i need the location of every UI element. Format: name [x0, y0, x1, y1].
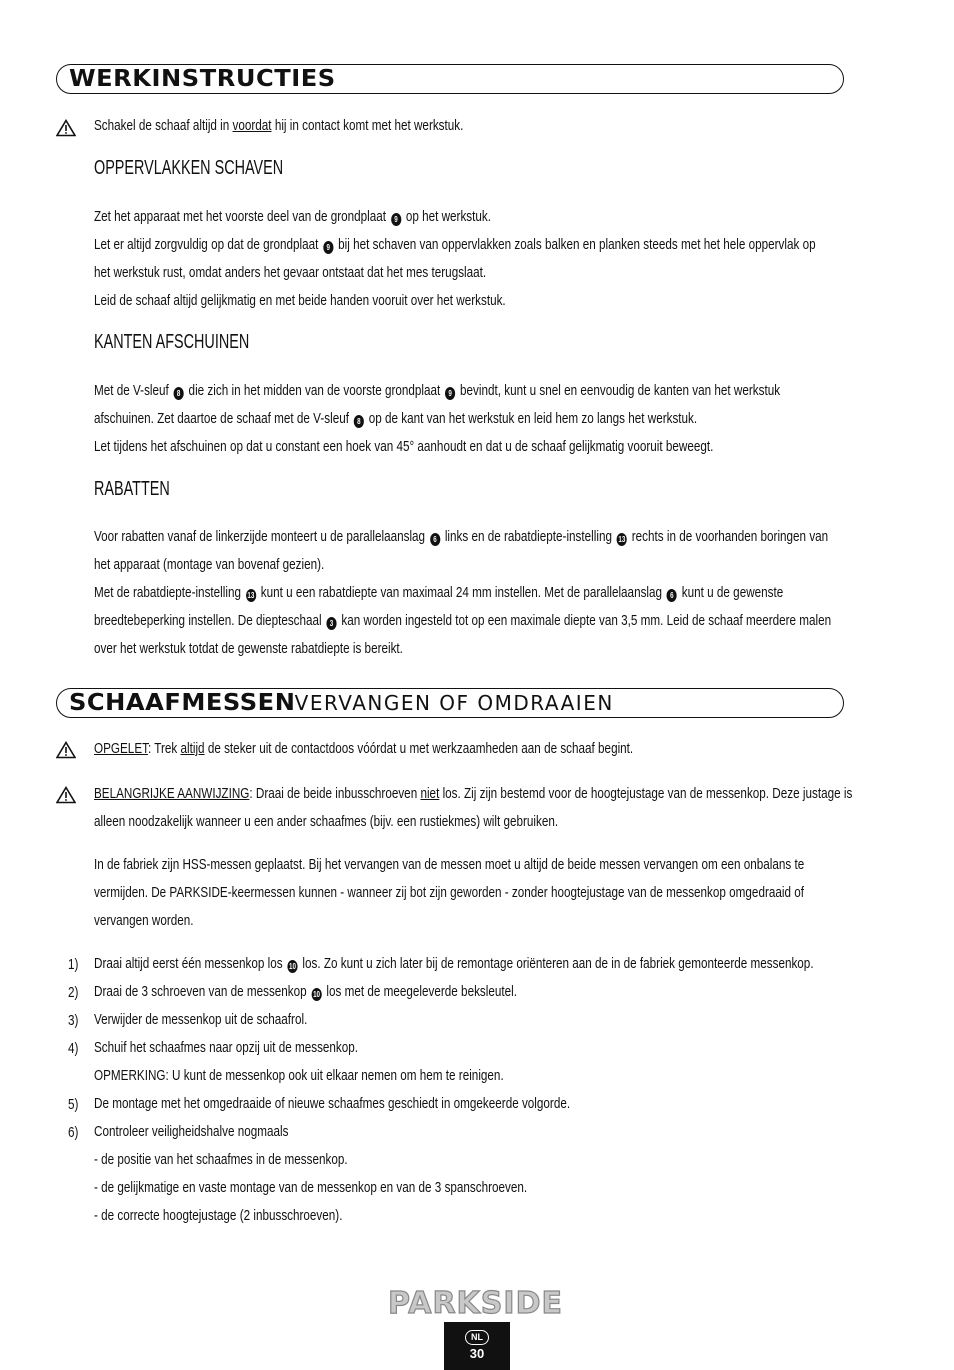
section-header-werkinstructies: [56, 64, 844, 94]
warning-triangle-icon: [56, 119, 76, 137]
ref-number-icon: 8: [354, 415, 364, 428]
ref-number-icon: 6: [430, 533, 440, 546]
paragraph-line: Let tijdens het afschuinen op dat u constant een hoek van 45° aanhoudt en dat u de schaaf gelijkmatig vooruit beweegt.: [94, 438, 714, 455]
step-note: OPMERKING: U kunt de messenkop ook uit elkaar nemen om hem te reinigen.: [94, 1067, 504, 1084]
paragraph-line: Let er altijd zorgvuldig op dat de grondplaat 9 bij het schaven van oppervlakken zoals balken en planken steeds met het hele oppervlak op: [94, 236, 816, 253]
section-title-light: VERVANGEN OF OMDRAAIEN: [294, 691, 614, 715]
ref-number-icon: 9: [445, 387, 455, 400]
paragraph-line: afschuinen. Zet daartoe de schaaf met de V-sleuf 8 op de kant van het werkstuk en leid hem zo langs het werkstuk.: [94, 410, 698, 427]
section-title-strong: SCHAAFMESSEN: [69, 690, 296, 716]
step-subitem: - de gelijkmatige en vaste montage van de messenkop en van de 3 spanschroeven.: [94, 1179, 528, 1196]
paragraph-line: In de fabriek zijn HSS-messen geplaatst. Bij het vervangen van de messen moet u altijd de beide messen vervangen om een onbalans te: [94, 856, 805, 873]
brand-logo: PARKSIDE: [388, 1286, 563, 1321]
ref-number-icon: 13: [247, 591, 255, 600]
step-text: Controleer veiligheidshalve nogmaals: [94, 1123, 289, 1140]
section-title: WERKINSTRUCTIES: [69, 66, 336, 92]
warning-text: Schakel de schaaf altijd in voordat hij in contact komt met het werkstuk.: [94, 117, 464, 134]
language-badge: NL: [465, 1330, 489, 1345]
step-text: Verwijder de messenkop uit de schaafrol.: [94, 1011, 308, 1028]
ref-number-icon: 6: [667, 589, 677, 602]
ref-number-icon: 9: [391, 213, 401, 226]
paragraph-line: het apparaat (montage van bovenaf gezien).: [94, 556, 325, 573]
paragraph-line: over het werkstuk totdat de gewenste rabatdiepte is bereikt.: [94, 640, 403, 657]
ref-number-icon: 13: [618, 535, 626, 544]
step-subitem: - de correcte hoogtejustage (2 inbusschroeven).: [94, 1207, 343, 1224]
step-text: Draai de 3 schroeven van de messenkop 10 los met de meegeleverde beksleutel.: [94, 983, 518, 1000]
paragraph-line: Met de rabatdiepte-instelling 13 kunt u een rabatdiepte van maximaal 24 mm instellen. Met de parallelaanslag 6 kunt u de gewenste: [94, 584, 784, 601]
ref-number-icon: 9: [323, 241, 333, 254]
subheading-oppervlakken: OPPERVLAKKEN SCHAVEN: [94, 157, 284, 179]
subheading-kanten: KANTEN AFSCHUINEN: [94, 331, 250, 353]
step-number: 2): [68, 984, 79, 1001]
step-number: 4): [68, 1040, 79, 1057]
step-number: 6): [68, 1124, 79, 1141]
ref-number-icon: 8: [174, 387, 184, 400]
paragraph-line: Leid de schaaf altijd gelijkmatig en met beide handen vooruit over het werkstuk.: [94, 292, 506, 309]
step-number: 1): [68, 956, 79, 973]
paragraph-line: Met de V-sleuf 8 die zich in het midden van de voorste grondplaat 9 bevindt, kunt u snel en eenvoudig de kanten van het werkstuk: [94, 382, 781, 399]
paragraph-line: vermijden. De PARKSIDE-keermessen kunnen - wanneer zij bot zijn geworden - zonder hoogtejustage van de messenkop omgedraaid of: [94, 884, 804, 901]
paragraph-line: vervangen worden.: [94, 912, 194, 929]
paragraph-line: Voor rabatten vanaf de linkerzijde monteert u de parallelaanslag 6 links en de rabatdiepte-instelling 13 rechts in de voorhanden boringen van: [94, 528, 829, 545]
ref-number-icon: 10: [313, 990, 321, 999]
step-text: De montage met het omgedraaide of nieuwe schaafmes geschiedt in omgekeerde volgorde.: [94, 1095, 571, 1112]
step-number: 3): [68, 1012, 79, 1029]
warning-triangle-icon: [56, 741, 76, 759]
step-number: 5): [68, 1096, 79, 1113]
warning-text: OPGELET: Trek altijd de steker uit de contactdoos vóórdat u met werkzaamheden aan de schaaf begint.: [94, 740, 634, 757]
step-text: Schuif het schaafmes naar opzij uit de messenkop.: [94, 1039, 359, 1056]
ref-number-icon: 3: [326, 617, 336, 630]
paragraph-line: alleen noodzakelijk wanneer u een ander schaafmes (bijv. een rustiekmes) wilt gebruiken.: [94, 813, 559, 830]
section-header-schaafmessen: [56, 688, 844, 718]
warning-triangle-icon: [56, 786, 76, 804]
step-text: Draai altijd eerst één messenkop los 10 los. Zo kunt u zich later bij de remontage oriënteren aan de in de fabriek gemonteerde messenkop.: [94, 955, 814, 972]
paragraph-line: breedtebeperking instellen. De diepteschaal 3 kan worden ingesteld tot op een maximale diepte van 3,5 mm. Leid de schaaf meerdere malen: [94, 612, 832, 629]
subheading-rabatten: RABATTEN: [94, 478, 170, 500]
page-number: 30: [469, 1346, 485, 1361]
step-subitem: - de positie van het schaafmes in de messenkop.: [94, 1151, 348, 1168]
page-number-box: [444, 1322, 510, 1370]
paragraph-line: het werkstuk rust, omdat anders het gevaar ontstaat dat het mes terugslaat.: [94, 264, 487, 281]
warning-text: BELANGRIJKE AANWIJZING: Draai de beide inbusschroeven niet los. Zij zijn bestemd voor de hoogtejustage van de messenkop. Deze justage is: [94, 785, 853, 802]
paragraph-line: Zet het apparaat met het voorste deel van de grondplaat 9 op het werkstuk.: [94, 208, 492, 225]
ref-number-icon: 10: [289, 962, 296, 971]
